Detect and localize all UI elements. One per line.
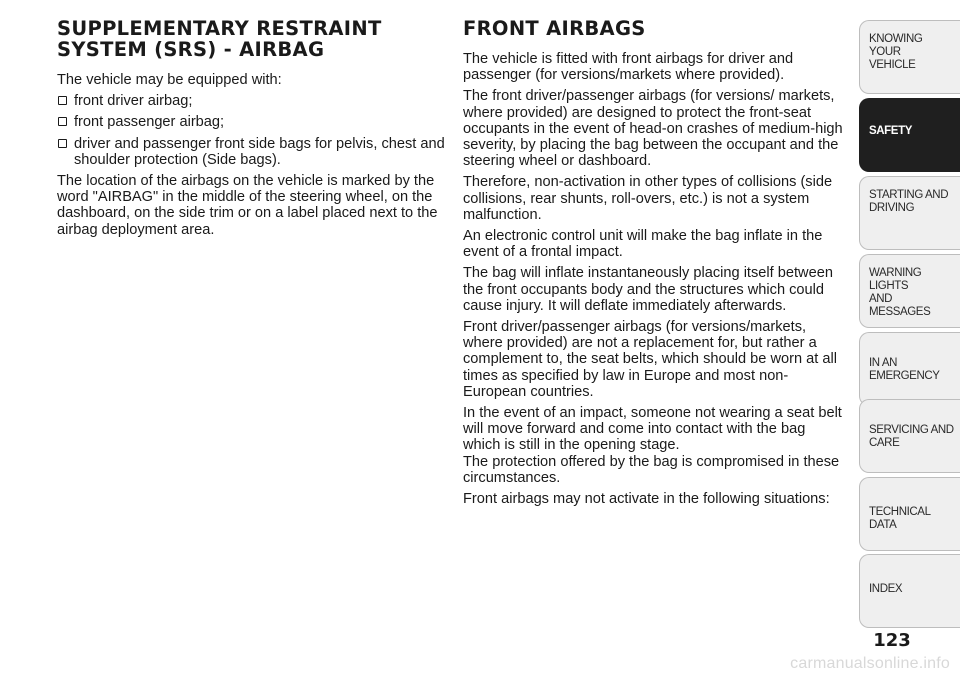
location-paragraph: The location of the airbags on the vehicle is marked by the word "AIRBAG" in the middle of the steering wheel, on the dashboard, on the side trim or on a label placed next to the airbag deployment area. — [57, 173, 438, 238]
tab-safety[interactable] — [859, 98, 960, 172]
tab-label: INDEX — [869, 583, 903, 595]
paragraph: Therefore, non-activation in other types of collisions (side collisions, rear shunts, roll-overs, etc.) is not a system malfunction. — [463, 174, 833, 223]
heading-line: SYSTEM (SRS) - AIRBAG — [57, 38, 325, 61]
tab-label: DRIVING — [869, 202, 915, 214]
section-heading-srs — [57, 18, 447, 60]
tab-label: TECHNICAL DATA — [869, 506, 931, 531]
list-item-text: front driver airbag; — [74, 93, 193, 110]
paragraph: Front airbags may not activate in the following situations: — [463, 491, 830, 508]
list-item-text: driver and passenger front side bags for pelvis, chest and shoulder protection (Side bags). — [74, 135, 445, 168]
paragraph: Front driver/passenger airbags (for versions/markets, where provided) are not a replacement for, but rather a complement to, the seat belts, which should be worn at all times as specified by law in Europe and most non-European countries. — [463, 319, 837, 400]
tab-starting-and-driving[interactable] — [859, 176, 960, 250]
tab-in-an-emergency[interactable] — [859, 332, 960, 406]
tab-label: KNOWING YOUR — [869, 33, 923, 58]
tab-index[interactable] — [859, 554, 960, 628]
paragraph: The vehicle is fitted with front airbags for driver and passenger (for versions/markets where provided). — [463, 51, 794, 84]
tab-servicing-and-care[interactable] — [859, 399, 960, 473]
tab-label: SERVICING AND — [869, 424, 954, 436]
tab-technical-data[interactable] — [859, 477, 960, 551]
list-item — [57, 93, 447, 109]
right-column — [463, 18, 845, 512]
tab-label: STARTING AND — [869, 189, 949, 201]
heading-line: SUPPLEMENTARY RESTRAINT — [57, 17, 382, 40]
page-number: 123 — [873, 630, 911, 651]
tab-label: CARE — [869, 437, 900, 449]
paragraph: In the event of an impact, someone not wearing a seat belt will move forward and come into contact with the bag which is still in the opening stage. The protection offered by the bag is compromised in these circumstances. — [463, 405, 842, 486]
watermark: carmanualsonline.info — [790, 655, 950, 672]
tab-knowing-your-vehicle[interactable] — [859, 20, 960, 94]
tab-warning-lights-and-messages[interactable] — [859, 254, 960, 328]
tab-label: VEHICLE — [869, 59, 916, 71]
tab-label: IN AN EMERGENCY — [869, 357, 940, 382]
list-item-text: front passenger airbag; — [74, 114, 225, 131]
paragraph: The front driver/passenger airbags (for versions/ markets, where provided) are designed to protect the front-seat occupants in the event of head-on crashes of medium-high severity, by placing the bag between the occupant and the steering wheel or dashboard. — [463, 88, 843, 170]
square-bullet-icon — [58, 96, 67, 105]
square-bullet-icon — [58, 117, 67, 126]
section-heading-front-airbags: FRONT AIRBAGS — [463, 17, 646, 40]
tab-label: SAFETY — [869, 125, 912, 137]
tab-label: WARNING LIGHTS — [869, 267, 922, 292]
intro-text: The vehicle may be equipped with: — [57, 72, 282, 88]
paragraph: The bag will inflate instantaneously placing itself between the front occupants body and the structures which could cause injury. It will deflate immediately afterwards. — [463, 265, 833, 314]
paragraph: An electronic control unit will make the bag inflate in the event of a frontal impact. — [463, 228, 823, 261]
airbag-list — [57, 93, 447, 168]
chapter-tabs — [859, 0, 960, 628]
square-bullet-icon — [58, 139, 67, 148]
list-item — [57, 114, 447, 130]
left-column — [57, 18, 447, 243]
tab-label: AND MESSAGES — [869, 293, 931, 318]
list-item — [57, 136, 447, 168]
